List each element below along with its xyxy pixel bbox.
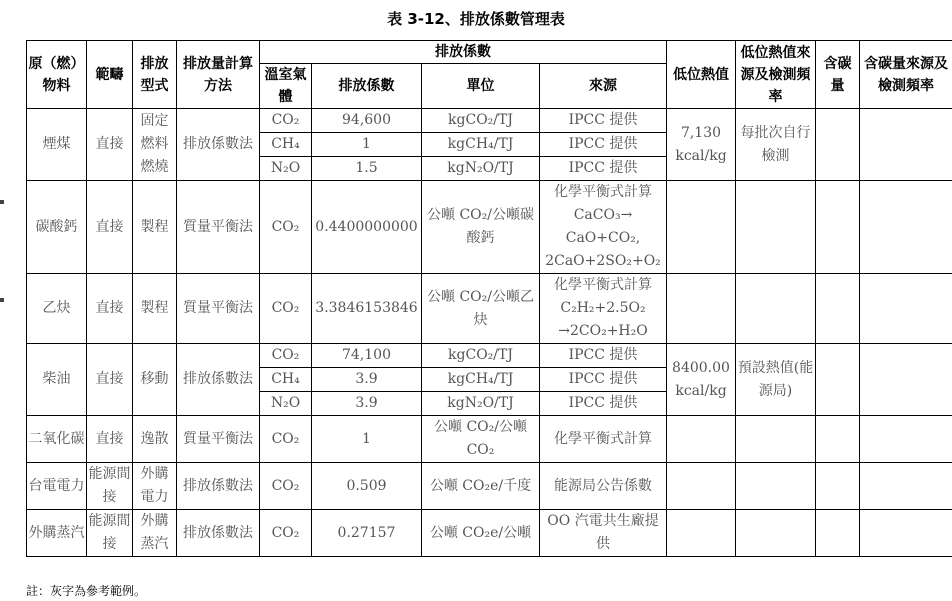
table-row [27, 181, 952, 274]
table-row [27, 344, 952, 368]
header-carbon-source: 含碳量來源及檢測頻率 [860, 41, 952, 109]
cell-unit: 公噸 CO₂/公噸碳酸鈣 [422, 181, 540, 274]
header-factor: 排放係數 [312, 64, 422, 109]
header-source: 來源 [540, 64, 667, 109]
cell-material: 碳酸鈣 [27, 181, 87, 274]
cell-unit: kgCO₂/TJ [422, 344, 540, 368]
cell-lhv: 7,130 kcal/kg [667, 109, 736, 181]
cell-lhv-source [736, 274, 816, 344]
cell-lhv [667, 510, 736, 557]
cell-source: 化學平衡式計算 C₂H₂+2.5O₂ →2CO₂+H₂O [540, 274, 667, 344]
table-row [27, 274, 952, 344]
cell-factor: 1 [312, 416, 422, 463]
cell-calc-method: 質量平衡法 [177, 416, 260, 463]
cell-lhv-source [736, 510, 816, 557]
cell-carbon-source [860, 416, 952, 463]
cell-calc-method: 排放係數法 [177, 510, 260, 557]
cell-lhv-source [736, 416, 816, 463]
table-row [27, 416, 952, 463]
cell-scope: 直接 [87, 274, 133, 344]
cell-carbon [816, 181, 860, 274]
cell-scope: 能源間接 [87, 510, 133, 557]
header-unit: 單位 [422, 64, 540, 109]
margin-mark [0, 200, 4, 204]
cell-source: 化學平衡式計算 [540, 416, 667, 463]
footnote: 註：灰字為參考範例。 [26, 584, 147, 598]
cell-source: OO 汽電共生廠提供 [540, 510, 667, 557]
cell-emission-type: 製程 [133, 181, 177, 274]
cell-carbon-source [860, 274, 952, 344]
cell-factor: 1 [312, 133, 422, 157]
cell-source: IPCC 提供 [540, 392, 667, 416]
header-carbon: 含碳量 [816, 41, 860, 109]
cell-scope: 直接 [87, 109, 133, 181]
cell-source: IPCC 提供 [540, 133, 667, 157]
cell-emission-type: 移動 [133, 344, 177, 416]
cell-emission-type: 逸散 [133, 416, 177, 463]
cell-ghg: CO₂ [260, 274, 312, 344]
cell-factor: 3.9 [312, 368, 422, 392]
cell-factor: 0.27157 [312, 510, 422, 557]
cell-material: 煙煤 [27, 109, 87, 181]
cell-unit: 公噸 CO₂/公噸 CO₂ [422, 416, 540, 463]
cell-unit: 公噸 CO₂e/公噸 [422, 510, 540, 557]
cell-ghg: N₂O [260, 157, 312, 181]
table-title: 表 3-12、排放係數管理表 [387, 10, 565, 28]
cell-material: 乙炔 [27, 274, 87, 344]
cell-calc-method: 排放係數法 [177, 344, 260, 416]
cell-unit: kgN₂O/TJ [422, 392, 540, 416]
table-row [27, 463, 952, 510]
cell-lhv-source [736, 181, 816, 274]
cell-lhv [667, 416, 736, 463]
cell-carbon [816, 109, 860, 181]
cell-ghg: CO₂ [260, 416, 312, 463]
cell-carbon-source [860, 109, 952, 181]
cell-material: 柴油 [27, 344, 87, 416]
cell-ghg: CO₂ [260, 463, 312, 510]
cell-scope: 直接 [87, 181, 133, 274]
cell-factor: 3.3846153846 [312, 274, 422, 344]
cell-ghg: CH₄ [260, 368, 312, 392]
cell-material: 台電電力 [27, 463, 87, 510]
cell-unit: 公噸 CO₂e/千度 [422, 463, 540, 510]
cell-lhv: 8400.00 kcal/kg [667, 344, 736, 416]
cell-ghg: CH₄ [260, 133, 312, 157]
header-ghg: 溫室氣體 [260, 64, 312, 109]
cell-factor: 3.9 [312, 392, 422, 416]
cell-material: 二氧化碳 [27, 416, 87, 463]
header-emission-type: 排放型式 [133, 41, 177, 109]
cell-unit: kgCO₂/TJ [422, 109, 540, 133]
header-material: 原（燃）物料 [27, 41, 87, 109]
cell-scope: 能源間接 [87, 463, 133, 510]
cell-unit: kgCH₄/TJ [422, 368, 540, 392]
cell-emission-type: 外購電力 [133, 463, 177, 510]
cell-carbon-source [860, 181, 952, 274]
cell-carbon [816, 344, 860, 416]
cell-calc-method: 排放係數法 [177, 109, 260, 181]
cell-factor: 1.5 [312, 157, 422, 181]
cell-source: IPCC 提供 [540, 344, 667, 368]
header-calc-method: 排放量計算方法 [177, 41, 260, 109]
cell-lhv [667, 274, 736, 344]
cell-carbon [816, 510, 860, 557]
cell-factor: 0.4400000000 [312, 181, 422, 274]
cell-source: 能源局公告係數 [540, 463, 667, 510]
cell-ghg: CO₂ [260, 109, 312, 133]
cell-scope: 直接 [87, 344, 133, 416]
header-lhv-source: 低位熱值來源及檢測頻率 [736, 41, 816, 109]
cell-calc-method: 排放係數法 [177, 463, 260, 510]
cell-scope: 直接 [87, 416, 133, 463]
cell-ghg: CO₂ [260, 510, 312, 557]
cell-carbon [816, 463, 860, 510]
cell-factor: 74,100 [312, 344, 422, 368]
header-scope: 範疇 [87, 41, 133, 109]
cell-emission-type: 固定燃料燃燒 [133, 109, 177, 181]
cell-calc-method: 質量平衡法 [177, 181, 260, 274]
cell-lhv-source: 預設熱值(能源局) [736, 344, 816, 416]
cell-unit: 公噸 CO₂/公噸乙炔 [422, 274, 540, 344]
cell-source: IPCC 提供 [540, 109, 667, 133]
margin-mark [0, 298, 4, 302]
cell-carbon [816, 274, 860, 344]
cell-ghg: N₂O [260, 392, 312, 416]
cell-source: 化學平衡式計算 CaCO₃→ CaO+CO₂, 2CaO+2SO₂+O₂ [540, 181, 667, 274]
cell-source: IPCC 提供 [540, 368, 667, 392]
header-lhv: 低位熱值 [667, 41, 736, 109]
table-row [27, 109, 952, 133]
cell-carbon-source [860, 344, 952, 416]
cell-emission-type: 外購蒸汽 [133, 510, 177, 557]
cell-material: 外購蒸汽 [27, 510, 87, 557]
cell-source: IPCC 提供 [540, 157, 667, 181]
cell-factor: 0.509 [312, 463, 422, 510]
emission-factor-table [26, 40, 952, 557]
cell-unit: kgCH₄/TJ [422, 133, 540, 157]
cell-lhv-source: 每批次自行檢測 [736, 109, 816, 181]
table-row [27, 510, 952, 557]
cell-lhv-source [736, 463, 816, 510]
cell-carbon [816, 416, 860, 463]
cell-calc-method: 質量平衡法 [177, 274, 260, 344]
cell-lhv [667, 463, 736, 510]
cell-ghg: CO₂ [260, 344, 312, 368]
cell-ghg: CO₂ [260, 181, 312, 274]
cell-factor: 94,600 [312, 109, 422, 133]
cell-carbon-source [860, 463, 952, 510]
cell-carbon-source [860, 510, 952, 557]
cell-unit: kgN₂O/TJ [422, 157, 540, 181]
cell-emission-type: 製程 [133, 274, 177, 344]
header-emission-factor-group: 排放係數 [260, 41, 667, 64]
cell-lhv [667, 181, 736, 274]
